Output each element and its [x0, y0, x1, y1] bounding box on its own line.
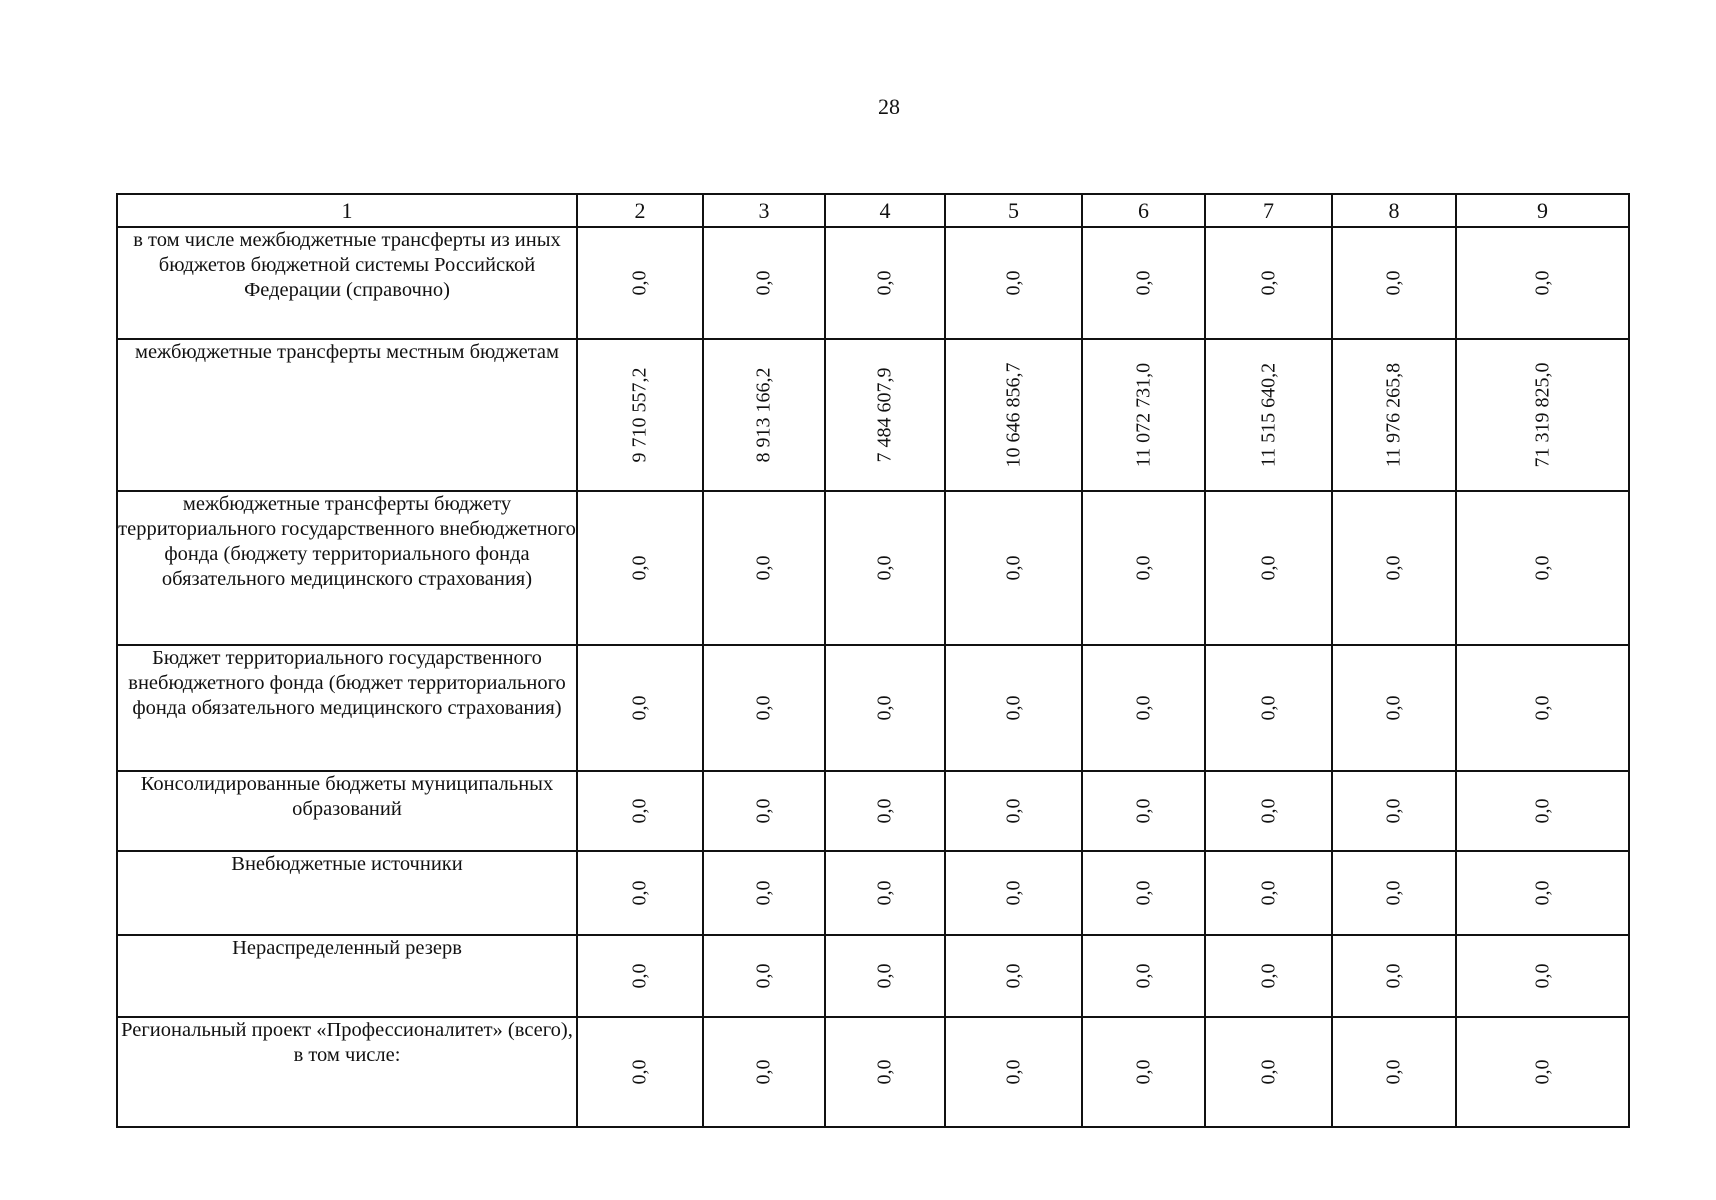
cell-value: 0,0: [1132, 555, 1154, 581]
value-cell: [1456, 1017, 1629, 1127]
cell-value: 0,0: [1002, 555, 1024, 581]
cell-value: 0,0: [1531, 695, 1553, 721]
value-cell: [1205, 935, 1332, 1017]
column-header: 6: [1082, 194, 1205, 227]
cell-value: 0,0: [1002, 798, 1024, 824]
cell-value: 9 710 557,2: [628, 367, 651, 463]
table-row: [117, 339, 1629, 491]
value-cell: [1332, 935, 1456, 1017]
value-cell: [1332, 491, 1456, 645]
cell-value: 0,0: [873, 555, 896, 581]
cell-value: 0,0: [628, 798, 651, 824]
value-cell: [1205, 227, 1332, 339]
value-cell: [1332, 227, 1456, 339]
value-cell: [703, 491, 825, 645]
table-row: [117, 491, 1629, 645]
cell-value: 0,0: [628, 963, 651, 989]
cell-value: 0,0: [752, 695, 775, 721]
row-label: в том числе межбюджетные трансферты из иных бюджетов бюджетной системы Российской Федерации (справочно): [117, 227, 577, 339]
value-cell: [1082, 851, 1205, 935]
value-cell: [703, 935, 825, 1017]
value-cell: [1456, 339, 1629, 491]
value-cell: [1082, 935, 1205, 1017]
value-cell: [1082, 1017, 1205, 1127]
row-label: Нераспределенный резерв: [117, 935, 577, 1017]
cell-value: 0,0: [752, 798, 775, 824]
value-cell: [945, 645, 1082, 771]
cell-value: 0,0: [1382, 270, 1405, 296]
cell-value: 0,0: [873, 963, 896, 989]
cell-value: 0,0: [873, 270, 896, 296]
cell-value: 0,0: [1257, 270, 1279, 296]
value-cell: [1205, 771, 1332, 851]
cell-value: 0,0: [1132, 963, 1154, 989]
value-cell: [1205, 491, 1332, 645]
column-header: 4: [825, 194, 945, 227]
cell-value: 0,0: [628, 270, 651, 296]
cell-value: 0,0: [752, 880, 775, 906]
cell-value: 0,0: [1002, 880, 1024, 906]
cell-value: 0,0: [628, 1059, 651, 1085]
cell-value: 0,0: [1257, 695, 1279, 721]
value-cell: [825, 339, 945, 491]
table-row: [117, 851, 1629, 935]
cell-value: 0,0: [1257, 880, 1279, 906]
column-header: 3: [703, 194, 825, 227]
value-cell: [703, 771, 825, 851]
value-cell: [1456, 227, 1629, 339]
row-label: Консолидированные бюджеты муниципальных образований: [117, 771, 577, 851]
value-cell: [945, 227, 1082, 339]
value-cell: [825, 1017, 945, 1127]
value-cell: [1332, 771, 1456, 851]
value-cell: [945, 851, 1082, 935]
value-cell: [703, 227, 825, 339]
value-cell: [1456, 771, 1629, 851]
value-cell: [825, 227, 945, 339]
cell-value: 0,0: [1531, 880, 1553, 906]
value-cell: [945, 771, 1082, 851]
cell-value: 0,0: [1257, 555, 1279, 581]
cell-value: 0,0: [1132, 695, 1154, 721]
value-cell: [1082, 339, 1205, 491]
value-cell: [825, 771, 945, 851]
cell-value: 0,0: [873, 695, 896, 721]
value-cell: [825, 645, 945, 771]
value-cell: [577, 771, 703, 851]
value-cell: [1205, 851, 1332, 935]
value-cell: [577, 227, 703, 339]
column-header: 7: [1205, 194, 1332, 227]
cell-value: 0,0: [752, 1059, 775, 1085]
value-cell: [1082, 771, 1205, 851]
value-cell: [703, 645, 825, 771]
cell-value: 71 319 825,0: [1531, 362, 1553, 468]
cell-value: 0,0: [1132, 880, 1154, 906]
cell-value: 11 515 640,2: [1257, 362, 1279, 468]
cell-value: 0,0: [1531, 798, 1553, 824]
cell-value: 0,0: [1382, 695, 1405, 721]
cell-value: 0,0: [752, 555, 775, 581]
value-cell: [945, 339, 1082, 491]
table-row: [117, 227, 1629, 339]
cell-value: 0,0: [1257, 1059, 1279, 1085]
column-number-row: [117, 194, 1629, 227]
value-cell: [945, 935, 1082, 1017]
cell-value: 0,0: [1382, 555, 1405, 581]
cell-value: 0,0: [1382, 798, 1405, 824]
value-cell: [945, 1017, 1082, 1127]
cell-value: 0,0: [1531, 270, 1553, 296]
value-cell: [1332, 851, 1456, 935]
cell-value: 0,0: [873, 880, 896, 906]
value-cell: [577, 935, 703, 1017]
column-header: 8: [1332, 194, 1456, 227]
value-cell: [1205, 645, 1332, 771]
cell-value: 0,0: [628, 555, 651, 581]
value-cell: [825, 491, 945, 645]
cell-value: 8 913 166,2: [752, 367, 775, 463]
column-header: 5: [945, 194, 1082, 227]
cell-value: 0,0: [1382, 1059, 1405, 1085]
value-cell: [577, 339, 703, 491]
cell-value: 0,0: [1002, 963, 1024, 989]
value-cell: [1456, 851, 1629, 935]
cell-value: 11 976 265,8: [1382, 362, 1405, 468]
value-cell: [1082, 227, 1205, 339]
cell-value: 0,0: [628, 695, 651, 721]
value-cell: [1456, 491, 1629, 645]
cell-value: 0,0: [1002, 270, 1024, 296]
value-cell: [1456, 935, 1629, 1017]
value-cell: [703, 1017, 825, 1127]
table-row: [117, 935, 1629, 1017]
value-cell: [703, 851, 825, 935]
cell-value: 0,0: [1531, 555, 1553, 581]
page-number: 28: [878, 94, 900, 119]
cell-value: 0,0: [1382, 880, 1405, 906]
cell-value: 0,0: [1002, 695, 1024, 721]
table-row: [117, 645, 1629, 771]
cell-value: 0,0: [1002, 1059, 1024, 1085]
value-cell: [1205, 1017, 1332, 1127]
value-cell: [1332, 1017, 1456, 1127]
cell-value: 0,0: [1257, 798, 1279, 824]
value-cell: [1332, 645, 1456, 771]
column-header: 1: [117, 194, 577, 227]
cell-value: 0,0: [628, 880, 651, 906]
cell-value: 0,0: [873, 798, 896, 824]
cell-value: 0,0: [1132, 1059, 1154, 1085]
row-label: Бюджет территориального государственного внебюджетного фонда (бюджет территориального фонда обязательного медицинского страхования): [117, 645, 577, 771]
cell-value: 0,0: [752, 963, 775, 989]
row-label: Внебюджетные источники: [117, 851, 577, 935]
cell-value: 0,0: [1257, 963, 1279, 989]
value-cell: [1456, 645, 1629, 771]
cell-value: 10 646 856,7: [1002, 362, 1024, 468]
value-cell: [1082, 491, 1205, 645]
cell-value: 0,0: [873, 1059, 896, 1085]
row-label: межбюджетные трансферты бюджету территориального государственного внебюджетного фонда (бюджету территориального фонда обязательного медицинского страхования): [117, 491, 577, 645]
cell-value: 11 072 731,0: [1132, 362, 1154, 468]
cell-value: 0,0: [1531, 963, 1553, 989]
row-label: Региональный проект «Профессионалитет» (всего), в том числе:: [117, 1017, 577, 1127]
value-cell: [1082, 645, 1205, 771]
value-cell: [1205, 339, 1332, 491]
table-row: [117, 771, 1629, 851]
table-row: [117, 1017, 1629, 1127]
value-cell: [825, 935, 945, 1017]
column-header: 2: [577, 194, 703, 227]
budget-table: [116, 193, 1630, 1128]
cell-value: 0,0: [752, 270, 775, 296]
cell-value: 0,0: [1132, 798, 1154, 824]
cell-value: 0,0: [1382, 963, 1405, 989]
row-label: межбюджетные трансферты местным бюджетам: [117, 339, 577, 491]
column-header: 9: [1456, 194, 1629, 227]
value-cell: [577, 1017, 703, 1127]
value-cell: [577, 491, 703, 645]
cell-value: 0,0: [1132, 270, 1154, 296]
cell-value: 0,0: [1531, 1059, 1553, 1085]
value-cell: [703, 339, 825, 491]
value-cell: [825, 851, 945, 935]
cell-value: 7 484 607,9: [873, 367, 896, 463]
value-cell: [945, 491, 1082, 645]
value-cell: [577, 851, 703, 935]
value-cell: [577, 645, 703, 771]
value-cell: [1332, 339, 1456, 491]
